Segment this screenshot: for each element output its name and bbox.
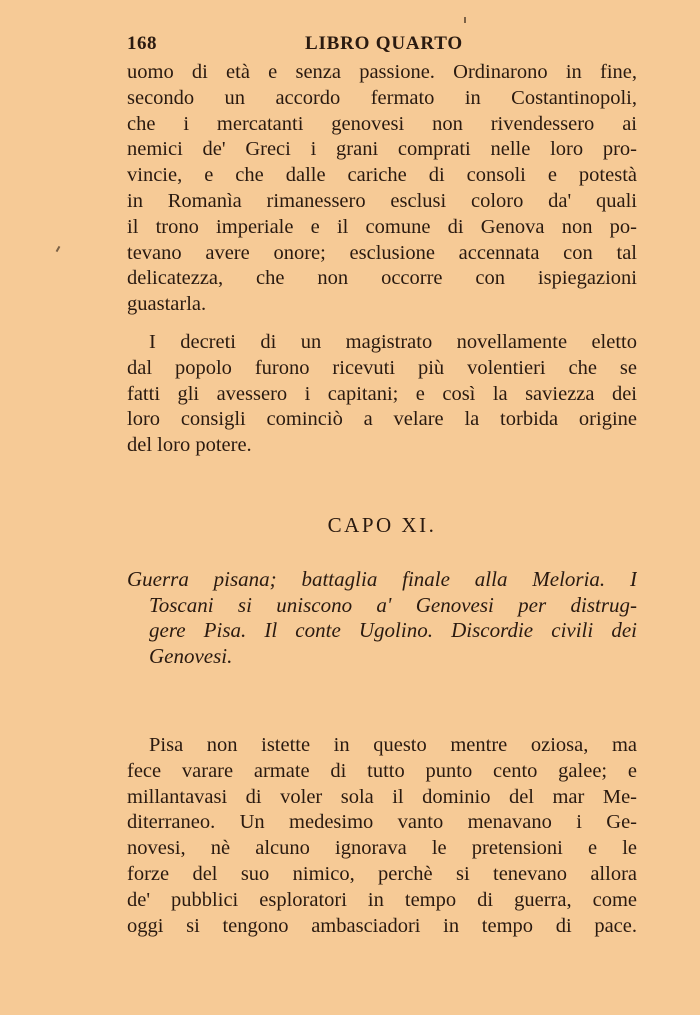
page-number: 168 (127, 33, 157, 54)
text-line: che i mercatanti genovesi non rivendessero ai (127, 112, 637, 135)
text-line: in Romanìa rimanessero esclusi coloro da' quali (127, 189, 637, 212)
text-line: novesi, nè alcuno ignorava le pretensioni e le (127, 837, 637, 860)
paragraph (127, 330, 637, 459)
text-line: il trono imperiale e il comune di Genova non po- (127, 215, 637, 238)
text-line: forze del suo nimico, perchè si tenevano allora (127, 862, 637, 885)
text-line: nemici de' Greci i grani comprati nelle loro pro- (127, 138, 637, 161)
paragraph-continued (127, 60, 637, 318)
text-line: Pisa non istette in questo mentre oziosa, ma (149, 734, 637, 756)
text-line: I decreti di un magistrato novellamente eletto (149, 331, 637, 353)
text-line: vincie, e che dalle cariche di consoli e potestà (127, 164, 637, 187)
ink-speck (56, 246, 61, 252)
chapter-summary (127, 567, 637, 669)
text-line: delicatezza, che non occorre con ispiegazioni (127, 267, 637, 290)
text-line: oggi si tengono ambasciadori in tempo di pace. (127, 914, 637, 937)
chapter-heading: CAPO XI. (327, 513, 437, 537)
text-line: secondo un accordo fermato in Costantinopoli, (127, 86, 637, 109)
running-title: LIBRO QUARTO (305, 33, 463, 54)
text-line: guastarla. (127, 293, 207, 316)
summary-line: gere Pisa. Il conte Ugolino. Discordie civili dei (149, 618, 637, 642)
summary-line: Toscani si uniscono a' Genovesi per distrug- (149, 592, 637, 617)
text-line: fece varare armate di tutto punto cento galee; e (127, 759, 637, 782)
text-line: del loro potere. (127, 434, 252, 457)
text-line: tevano avere onore; esclusione accennata con tal (127, 241, 637, 264)
text-line: de' pubblici esploratori in tempo di guerra, come (127, 888, 637, 911)
text-line: diterraneo. Un medesimo vanto menavano i Ge- (127, 811, 637, 834)
ink-speck (464, 17, 466, 23)
paragraph (127, 733, 637, 939)
text-line: loro consigli cominciò a velare la torbida origine (127, 408, 637, 431)
text-line: millantavasi di voler sola il dominio del mar Me- (127, 785, 637, 808)
page-header (127, 33, 637, 61)
summary-line: Genovesi. (149, 643, 233, 668)
text-line: uomo di età e senza passione. Ordinarono in fine, (127, 61, 637, 83)
text-line: fatti gli avessero i capitani; e così la saviezza dei (127, 382, 637, 405)
text-line: dal popolo furono ricevuti più volentieri che se (127, 356, 637, 379)
summary-line: Guerra pisana; battaglia finale alla Meloria. I (127, 567, 637, 591)
